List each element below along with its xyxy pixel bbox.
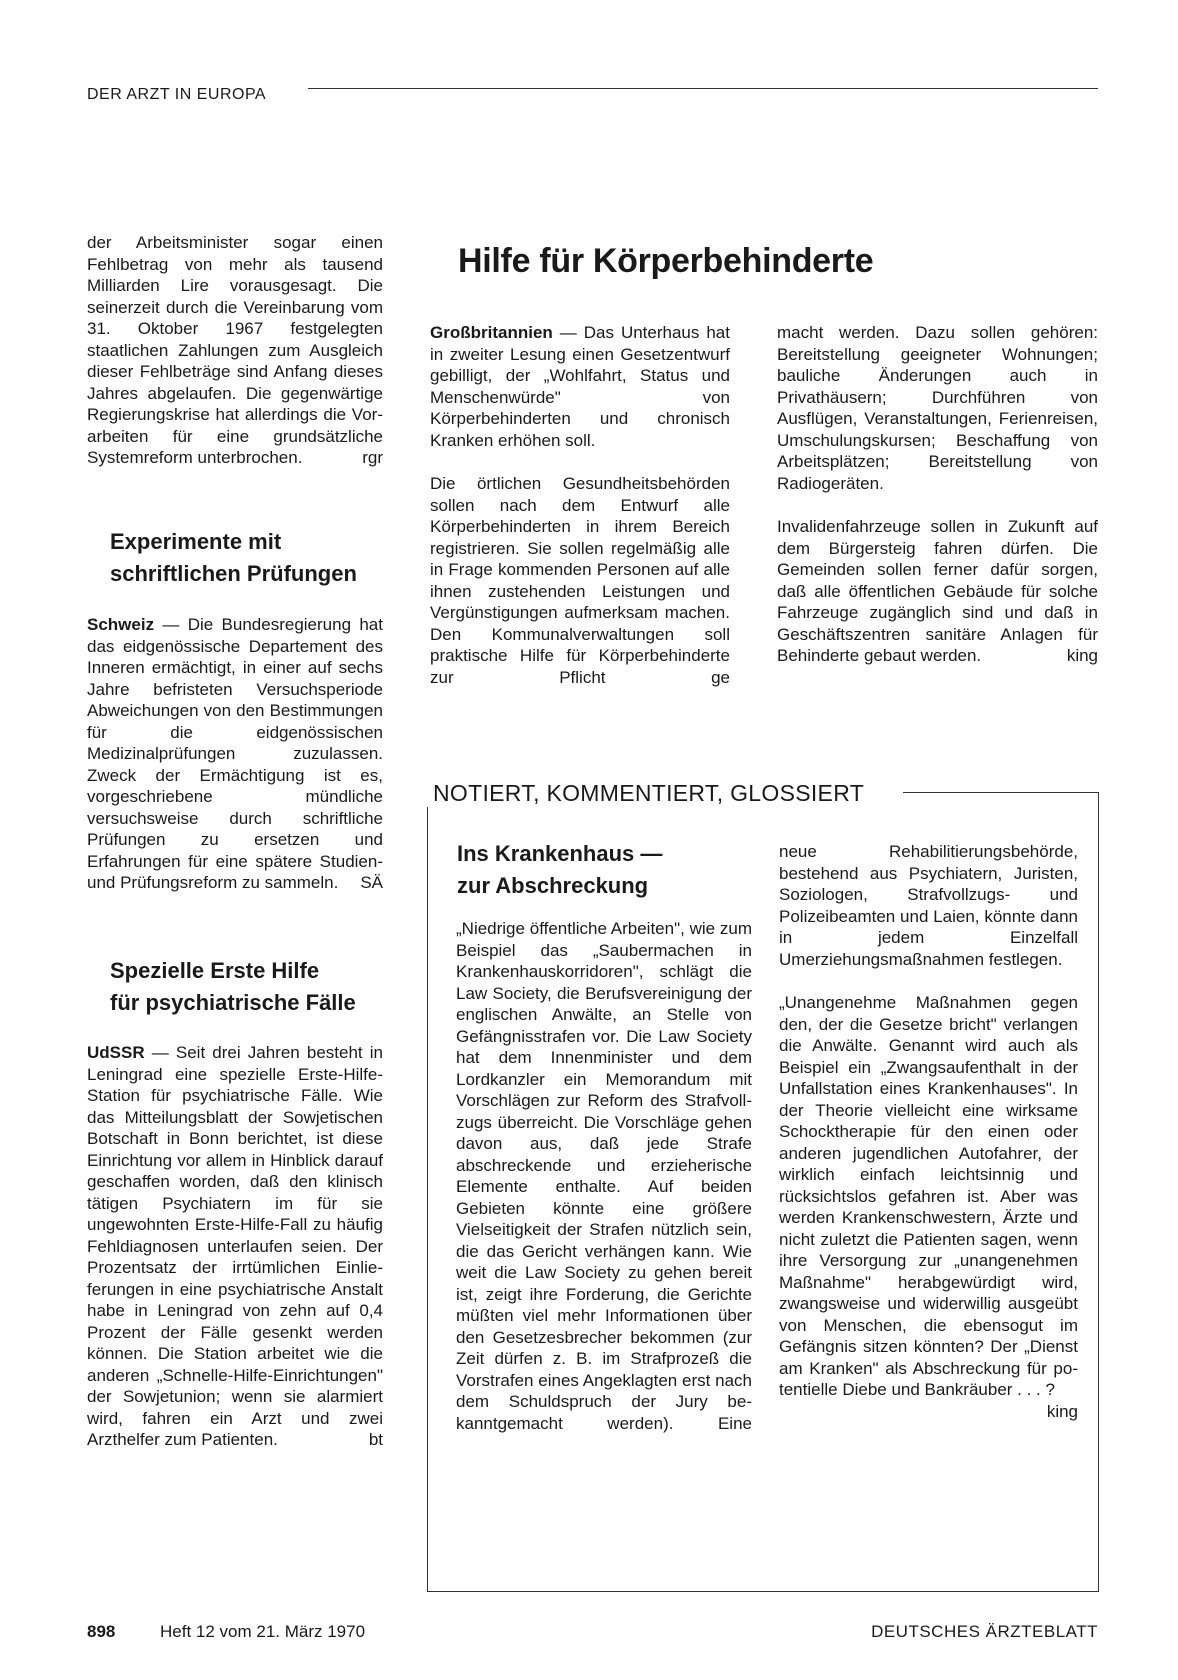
- running-head: DER ARZT IN EUROPA: [87, 86, 267, 103]
- article-text: — Das Unterhaus hat in zweiter Lesung einen Gesetzentwurf gebilligt, der „Wohlfahrt, Status und Menschenwürde" von Körperbehinderten und chronisch Kranken erhöhen soll.: [430, 323, 730, 450]
- title-line: zur Abschreckung: [457, 873, 649, 898]
- author-signature: king: [1066, 646, 1098, 665]
- box-article-title: [457, 838, 662, 902]
- article-title-experimente: [110, 526, 357, 590]
- box-heading-rule: [903, 792, 1099, 793]
- title-line: Spezielle Erste Hilfe: [110, 958, 320, 983]
- journal-name: DEUTSCHES ÄRZTEBLATT: [871, 1622, 1098, 1641]
- article-body-erste-hilfe: [87, 1042, 383, 1451]
- continued-text: der Arbeitsminister sogar einen Fehlbetrag von mehr als tausend Milliarden Lire vorausgesagt. Die seinerzeit durch die Vereinbarung vom 31. Oktober 1967 festgelegten staatlichen Zahlungen zum Ausgleich dieser Fehlbeträge sind Anfang dieses Jahres abgelaufen. Die gegenwärtige Regierungskrise hat allerdings die Vorarbeiten für eine grundsätzliche Systemreform unterbrochen.: [87, 233, 383, 467]
- box-col2: [779, 841, 1078, 1422]
- title-line: schriftlichen Prüfungen: [110, 561, 357, 586]
- article-paragraph: „Niedrige öffentliche Arbeiten", wie zum Beispiel das „Saubermachen in Krankenhauskorridoren", schlägt die Law Society, die Berufsvereinigung der englischen Anwälte, an Stelle von Gefängnisstrafen vor. Die Law Society hat dem Innenminister und dem Lordkanzler ein Memorandum mit Vorschlägen zur Reform des Strafvollzugs überreicht. Die Vorschläge gehen davon aus, daß jede Strafe abschreckende und erzieherische Elemente enthalte. Auf beiden Gebieten könnte eine größere Vielseitigkeit der Strafen nützlich sein, die das Gericht verhängen kann. Wie weit die Law Society zu gehen bereit ist, zeigt ihre Forderung, die Gerichte müßten viel mehr Informationen über den Gesetzesbrecher bekommen (zur Zeit dürfen z. B. im Strafprozeß die Vorstrafen eines Angeklagten erst nach dem Schuldspruch der Jury bekanntgemacht werden). Eine: [456, 919, 752, 1433]
- author-signature: bt: [368, 1430, 383, 1449]
- running-head-rule: [308, 88, 1098, 89]
- article-body-experimente: [87, 614, 383, 894]
- article-text: „Unangenehme Maßnahmen gegen den, der die Gesetze bricht" verlangen die Anwälte. Genannt wird auch als Beispiel ein „Zwangsaufenthalt in der Unfallstation eines Krankenhauses". In der Theorie vielleicht eine wirksame Schocktherapie für den einen oder anderen jugendlichen Autofahrer, der wirklich einfach leichtsinnig und rücksichtslos gefahren ist. Aber was werden Krankenschwestern, Ärzte und nicht zuletzt die Patienten sagen, wenn ihre Versorgung zur „unangenehmen Maßnahme" herabgewürdigt wird, zwangsweise und widerwillig ausgeübt von Menschen, die ebensogut im Gefängnis sitzen könnten? Der „Dienst am Kranken" als Abschreckung für potentielle Diebe und Bankräuber . . . ?: [779, 993, 1078, 1399]
- page-number: 898: [87, 1622, 116, 1641]
- box-col1: [456, 918, 752, 1434]
- author-signature: rgr: [362, 448, 383, 467]
- main-article-title: Hilfe für Körperbehinderte: [458, 242, 874, 280]
- article-paragraph: Die örtlichen Gesundheitsbehörden sollen nach dem Entwurf alle Körperbehinderten in ihrem Bereich registrieren. Sie sollen regelmäßig alle in Frage kommenden Personen auf alle ihnen zustehenden Leistungen und Vergünstigungen aufmerksam machen. Den Kommunalverwaltungen soll praktische Hilfe für Körperbehinderte zur Pflicht ge: [430, 474, 730, 687]
- article-location: Großbritannien: [430, 323, 553, 342]
- left-column: [87, 232, 383, 469]
- article-paragraph: macht werden. Dazu sollen gehören: Bereitstellung geeigneter Wohnungen; bauliche Änderungen auch in Privathäusern; Durchführen von Ausflügen, Veranstaltungen, Ferienreisen, Umschulungskursen; Beschaffung von Arbeitsplätzen; Bereitstellung von Radiogeräten.: [777, 323, 1098, 493]
- author-signature: SÄ: [360, 873, 383, 892]
- box-heading: NOTIERT, KOMMENTIERT, GLOSSIERT: [427, 780, 870, 807]
- article-location: Schweiz: [87, 615, 155, 634]
- main-article-col2: [777, 322, 1098, 667]
- author-signature: king: [1046, 1401, 1078, 1421]
- article-title-erste-hilfe: [110, 955, 356, 1019]
- main-article-col1: [430, 322, 730, 688]
- article-text: — Die Bundesregierung hat das eidgenössische Departement des Inneren ermächtigt, in einer auf sechs Jahre befristeten Versuchsperiode Abweichungen von den Bestimmungen für die eidgenössischen Medizinalprüfungen zuzulassen. Zweck der Ermächtigung ist es, vorgeschriebene mündliche versuchsweise durch schriftliche Prüfungen zu ersetzen und Erfahrungen für eine spätere Studien- und Prüfungsreform zu sammeln.: [87, 615, 383, 892]
- article-paragraph: neue Rehabilitierungsbehörde, bestehend aus Psychiatern, Juristen, Soziologen, Strafvollzugs- und Polizeibeamten und Laien, könnte dann in jedem Einzelfall Umerziehungsmaßnahmen festlegen.: [779, 842, 1078, 969]
- continued-article: [87, 232, 383, 469]
- title-line: Experimente mit: [110, 529, 282, 554]
- title-line: Ins Krankenhaus —: [457, 841, 663, 866]
- title-line: für psychiatrische Fälle: [110, 990, 356, 1015]
- article-text: Invalidenfahrzeuge sollen in Zukunft auf dem Bürgersteig fahren dürfen. Die Gemeinden sollen ferner dafür sorgen, daß alle öffentlichen Gebäude für solche Fahrzeuge zugänglich sind und daß in Geschäftszentren sanitäre Anlagen für Behinderte gebaut werden.: [777, 517, 1098, 665]
- article-location: UdSSR: [87, 1043, 145, 1062]
- issue-info: Heft 12 vom 21. März 1970: [160, 1622, 366, 1641]
- article-text: — Seit drei Jahren besteht in Leningrad eine spezielle Erste-Hilfe-Station für psychiatrische Fälle. Wie das Mitteilungsblatt der Sowjetischen Botschaft in Bonn berichtet, ist diese Einrichtung vor allem in Hinblick darauf geschaffen worden, daß den klinisch tätigen Psychiatern im für sie ungewohnten Erste-Hilfe-Fall zu häufig Fehldiagnosen unterlaufen seien. Der Prozentsatz der irrtümlichen Einlieferungen in eine psychiatrische Anstalt habe in Leningrad von zehn auf 0,4 Prozent der Fälle gesenkt werden können. Die Station arbeitet wie die anderen „Schnelle-Hilfe-Einrichtungen" der Sowjetunion; wenn sie alarmiert wird, fahren ein Arzt und zwei Arzthelfer zum Patienten.: [87, 1043, 383, 1449]
